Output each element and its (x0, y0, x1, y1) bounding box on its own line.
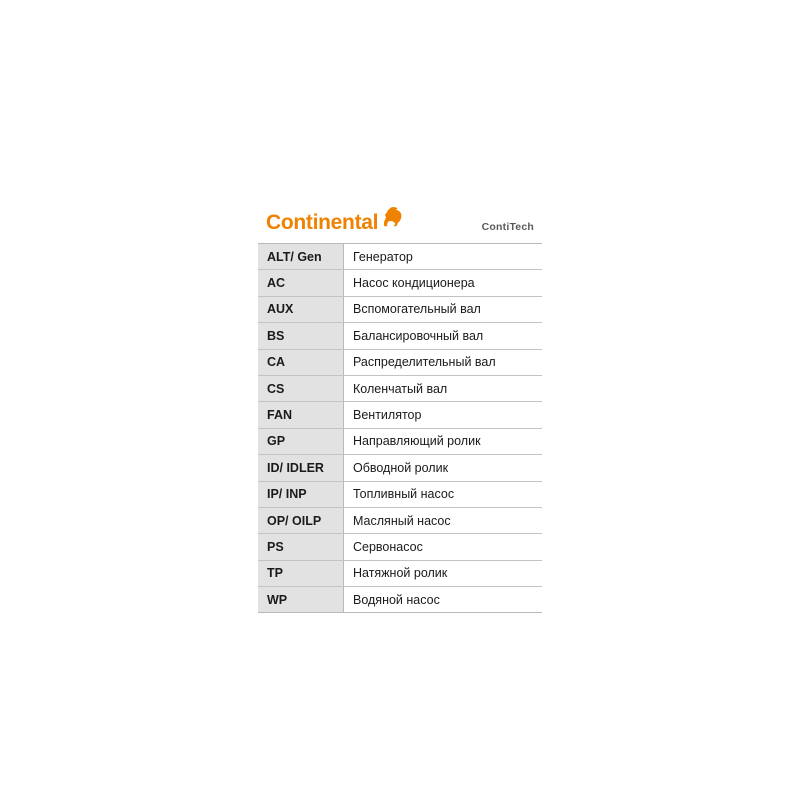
abbr-cell: CA (258, 349, 344, 375)
abbr-cell: BS (258, 323, 344, 349)
brand-header (258, 200, 542, 244)
abbr-cell: AUX (258, 296, 344, 322)
table-row (258, 349, 542, 375)
abbr-cell: OP/ OILP (258, 507, 344, 533)
abbr-cell: PS (258, 534, 344, 560)
legend-card (258, 200, 542, 613)
table-row (258, 323, 542, 349)
table-row (258, 507, 542, 533)
desc-cell: Натяжной ролик (344, 560, 543, 586)
table-row (258, 402, 542, 428)
abbr-cell: IP/ INP (258, 481, 344, 507)
abbr-cell: FAN (258, 402, 344, 428)
abbr-cell: CS (258, 375, 344, 401)
brand-name: Continental (266, 211, 379, 234)
abbreviation-legend-table (258, 244, 542, 612)
table-row (258, 244, 542, 270)
table-row (258, 375, 542, 401)
desc-cell: Насос кондиционера (344, 270, 543, 296)
desc-cell: Водяной насос (344, 587, 543, 613)
table-row (258, 587, 542, 613)
desc-cell: Распределительный вал (344, 349, 543, 375)
sub-brand-label: ContiTech (481, 221, 534, 233)
abbr-cell: ID/ IDLER (258, 455, 344, 481)
card-bottom-divider (258, 612, 542, 613)
table-row (258, 455, 542, 481)
table-row (258, 428, 542, 454)
desc-cell: Балансировочный вал (344, 323, 543, 349)
desc-cell: Коленчатый вал (344, 375, 543, 401)
table-row (258, 270, 542, 296)
desc-cell: Обводной ролик (344, 455, 543, 481)
desc-cell: Вспомогательный вал (344, 296, 543, 322)
desc-cell: Направляющий ролик (344, 428, 543, 454)
desc-cell: Топливный насос (344, 481, 543, 507)
desc-cell: Масляный насос (344, 507, 543, 533)
desc-cell: Генератор (344, 244, 543, 270)
continental-logo (266, 207, 403, 233)
table-row (258, 296, 542, 322)
continental-horse-icon (381, 207, 403, 232)
abbr-cell: WP (258, 587, 344, 613)
abbr-cell: GP (258, 428, 344, 454)
desc-cell: Вентилятор (344, 402, 543, 428)
abbr-cell: TP (258, 560, 344, 586)
table-row (258, 481, 542, 507)
table-row (258, 534, 542, 560)
table-row (258, 560, 542, 586)
desc-cell: Сервонасос (344, 534, 543, 560)
abbr-cell: AC (258, 270, 344, 296)
abbr-cell: ALT/ Gen (258, 244, 344, 270)
